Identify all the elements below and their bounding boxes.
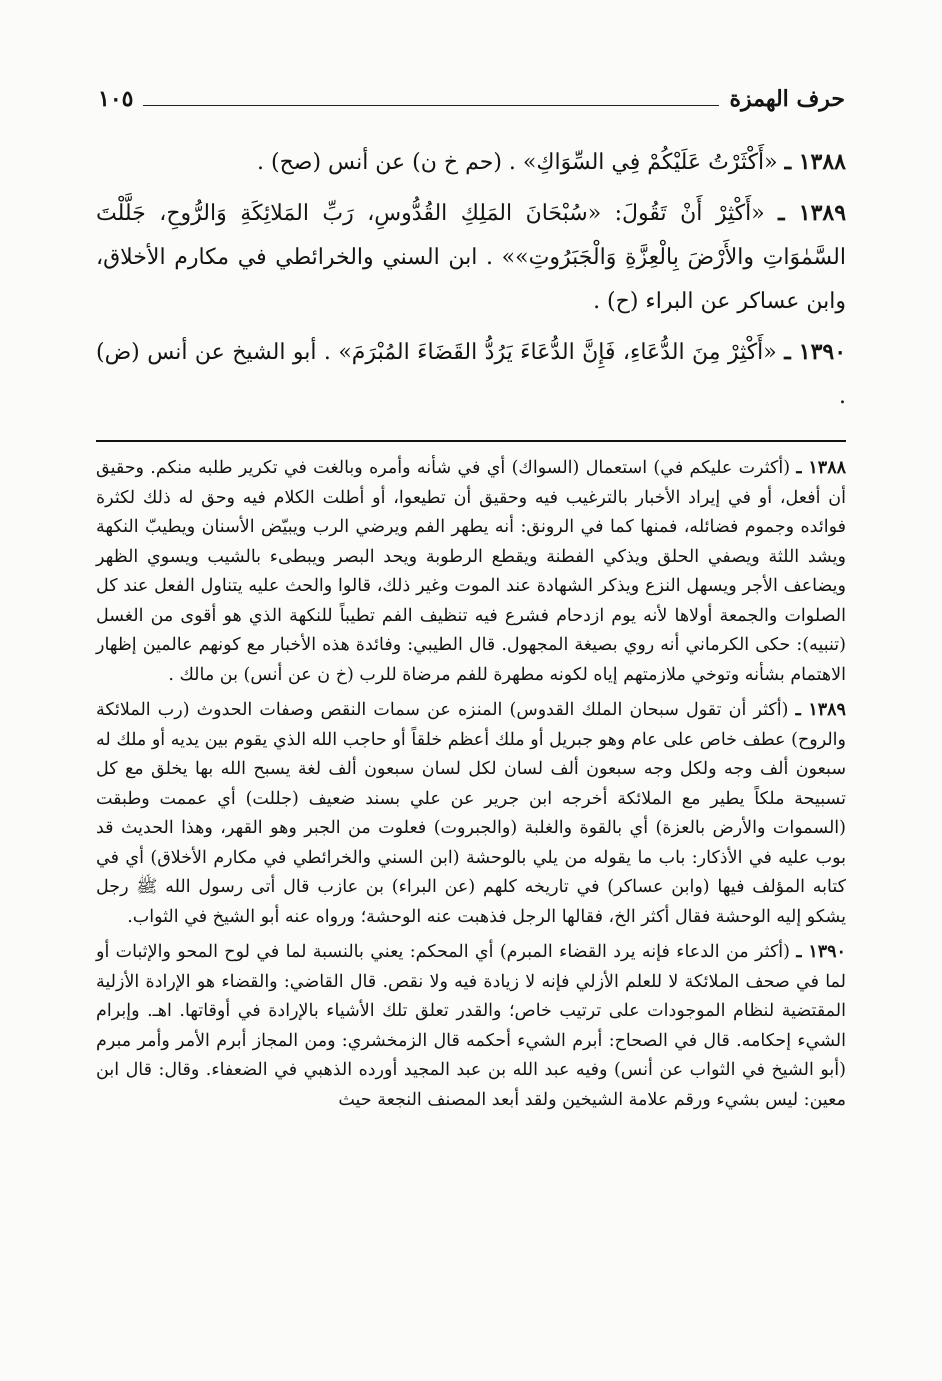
commentary-entry (96, 454, 846, 690)
running-header (98, 82, 845, 116)
commentary-body: (أكثرت عليكم في) استعمال (السواك) أي في شأنه وأمره وبالغت في تكرير طلبه منكم. وحقيق أن أفعل، أو في إيراد الأخبار بالترغيب فيه وحقيق أن تطيعوا، أو أطلت الكلام فيه وحق له ذلك لكثرة فوائده وجموم فضائله، فمنها كما في الرونق: أنه يطهر الفم ويرضي الرب ويبيّض الأسنان ويطيبّ النكهة ويشد اللثة ويصفي الحلق ويذكي الفطنة ويقطع الرطوبة ويحد البصر ويبطىء بالشيب ويسوي الظهر ويضاعف الأجر ويسهل النزع ويذكر الشهادة عند الموت وغير ذلك، قالوا والحث عليه يتناول الفعل عند كل الصلوات والجمعة أولاها لأنه يوم ازدحام فشرع فيه تنظيف الفم تطيباً للنكهة الذي هو أقوى من الغسل (تنبيه): حكى الكرماني أنه روي بصيغة المجهول. قال الطيبي: وفائدة هذه الأخبار مع كونهم عالمين إظهار الاهتمام بشأنه وتوخي ملازمتهم إياه لكونه مطهرة للفم مرضاة للرب (خ ن عن أنس) بن مالك . (96, 458, 846, 685)
commentary-body: (أكثر أن تقول سبحان الملك القدوس) المنزه عن سمات النقص وصفات الحدوث (رب الملائكة والروح) عطف خاص على عام وهو جبريل أو ملك أعظم خلقاً أو حاجب الله الذي يقوم بين يديه أو ملك له سبعون ألف وجه ولكل وجه سبعون ألف لسان لكل لسان سبعون ألف لغة يسبح الله بها يخلق مع كل تسبيحة ملكاً يطير مع الملائكة أخرجه ابن جرير عن علي بسند ضعيف (جللت) أي عممت وطبقت (السموات والأرض بالعزة) أي بالقوة والغلبة (والجبروت) فعلوت من الجبر وهو القهر، وهذا الحديث قد بوب عليه في الأذكار: باب ما يقوله من يلي بالوحشة (ابن السني والخرائطي في مكارم الأخلاق) أي في كتابه المؤلف فيها (وابن عساكر) في تاريخه كلهم (عن البراء) بن عازب قال أتى رسول الله ﷺ رجل يشكو إليه الوحشة فقال أكثر الخ، فقالها الرجل فذهبت عنه الوحشة؛ ورواه عنه أبو الشيخ في الثواب. (96, 700, 846, 927)
hadith-entry (96, 330, 846, 419)
hadith-body: «أَكْثَرْتُ عَلَيْكُمْ فِي السِّوَاكِ» . (حم خ ن) عن أنس (صح) . (257, 150, 778, 175)
hadith-text-section (96, 140, 846, 425)
hadith-entry (96, 191, 846, 324)
header-rule (143, 105, 719, 106)
commentary-entry (96, 938, 846, 1115)
commentary-entry (96, 696, 846, 932)
hadith-body: «أَكْثِرْ أَنْ تَقُولَ: «سُبْحَانَ المَلِكِ القُدُّوسِ، رَبِّ المَلائِكَةِ وَالرُّوحِ، جَلَّلْتَ السَّمٰوَاتِ والأَرْضَ بِالْعِزَّةِ وَالْجَبَرُوتِ»» . ابن السني والخرائطي في مكارم الأخلاق، وابن عساكر عن البراء (ح) . (96, 201, 846, 314)
commentary-body: (أكثر من الدعاء فإنه يرد القضاء المبرم) أي المحكم: يعني بالنسبة لما في لوح المحو والإثبات أو لما في صحف الملائكة لا للعلم الأزلي فإنه لا زيادة فيه ولا نقص. قال القاضي: والقضاء هو الإرادة الأزلية المقتضية لنظام الموجودات على ترتيب خاص؛ والقدر تعلق تلك الأشياء بالإرادة في أوقاتها. اهـ. وإبرام الشيء إحكامه. قال في الصحاح: أبرم الشيء أحكمه قال الزمخشري: ومن المجاز أبرم الأمر وأمر مبرم (أبو الشيخ في الثواب عن أنس) وفيه عبد الله بن عبد المجيد أورده الذهبي في الضعفاء. وقال: قال ابن معين: ليس بشيء ورقم علامة الشيخين ولقد أبعد المصنف النجعة حيث (96, 942, 846, 1110)
chapter-title: حرف الهمزة (729, 86, 845, 112)
commentary-number: ١٣٨٨ ـ (796, 458, 846, 478)
hadith-body: «أَكْثِرْ مِنَ الدُّعَاءِ، فَإِنَّ الدُّعَاءَ يَرُدُّ القَضَاءَ المُبْرَمَ» . أبو الشيخ عن أنس (ض) . (96, 340, 846, 409)
commentary-section (96, 454, 846, 1121)
page-number: ١٠٥ (98, 86, 134, 112)
hadith-number: ١٣٨٨ ـ (784, 149, 846, 175)
section-divider (96, 440, 846, 442)
hadith-number: ١٣٨٩ ـ (778, 200, 847, 226)
hadith-entry (96, 140, 846, 185)
commentary-number: ١٣٩٠ ـ (796, 942, 846, 962)
commentary-number: ١٣٨٩ ـ (795, 700, 846, 720)
hadith-number: ١٣٩٠ ـ (784, 339, 847, 365)
